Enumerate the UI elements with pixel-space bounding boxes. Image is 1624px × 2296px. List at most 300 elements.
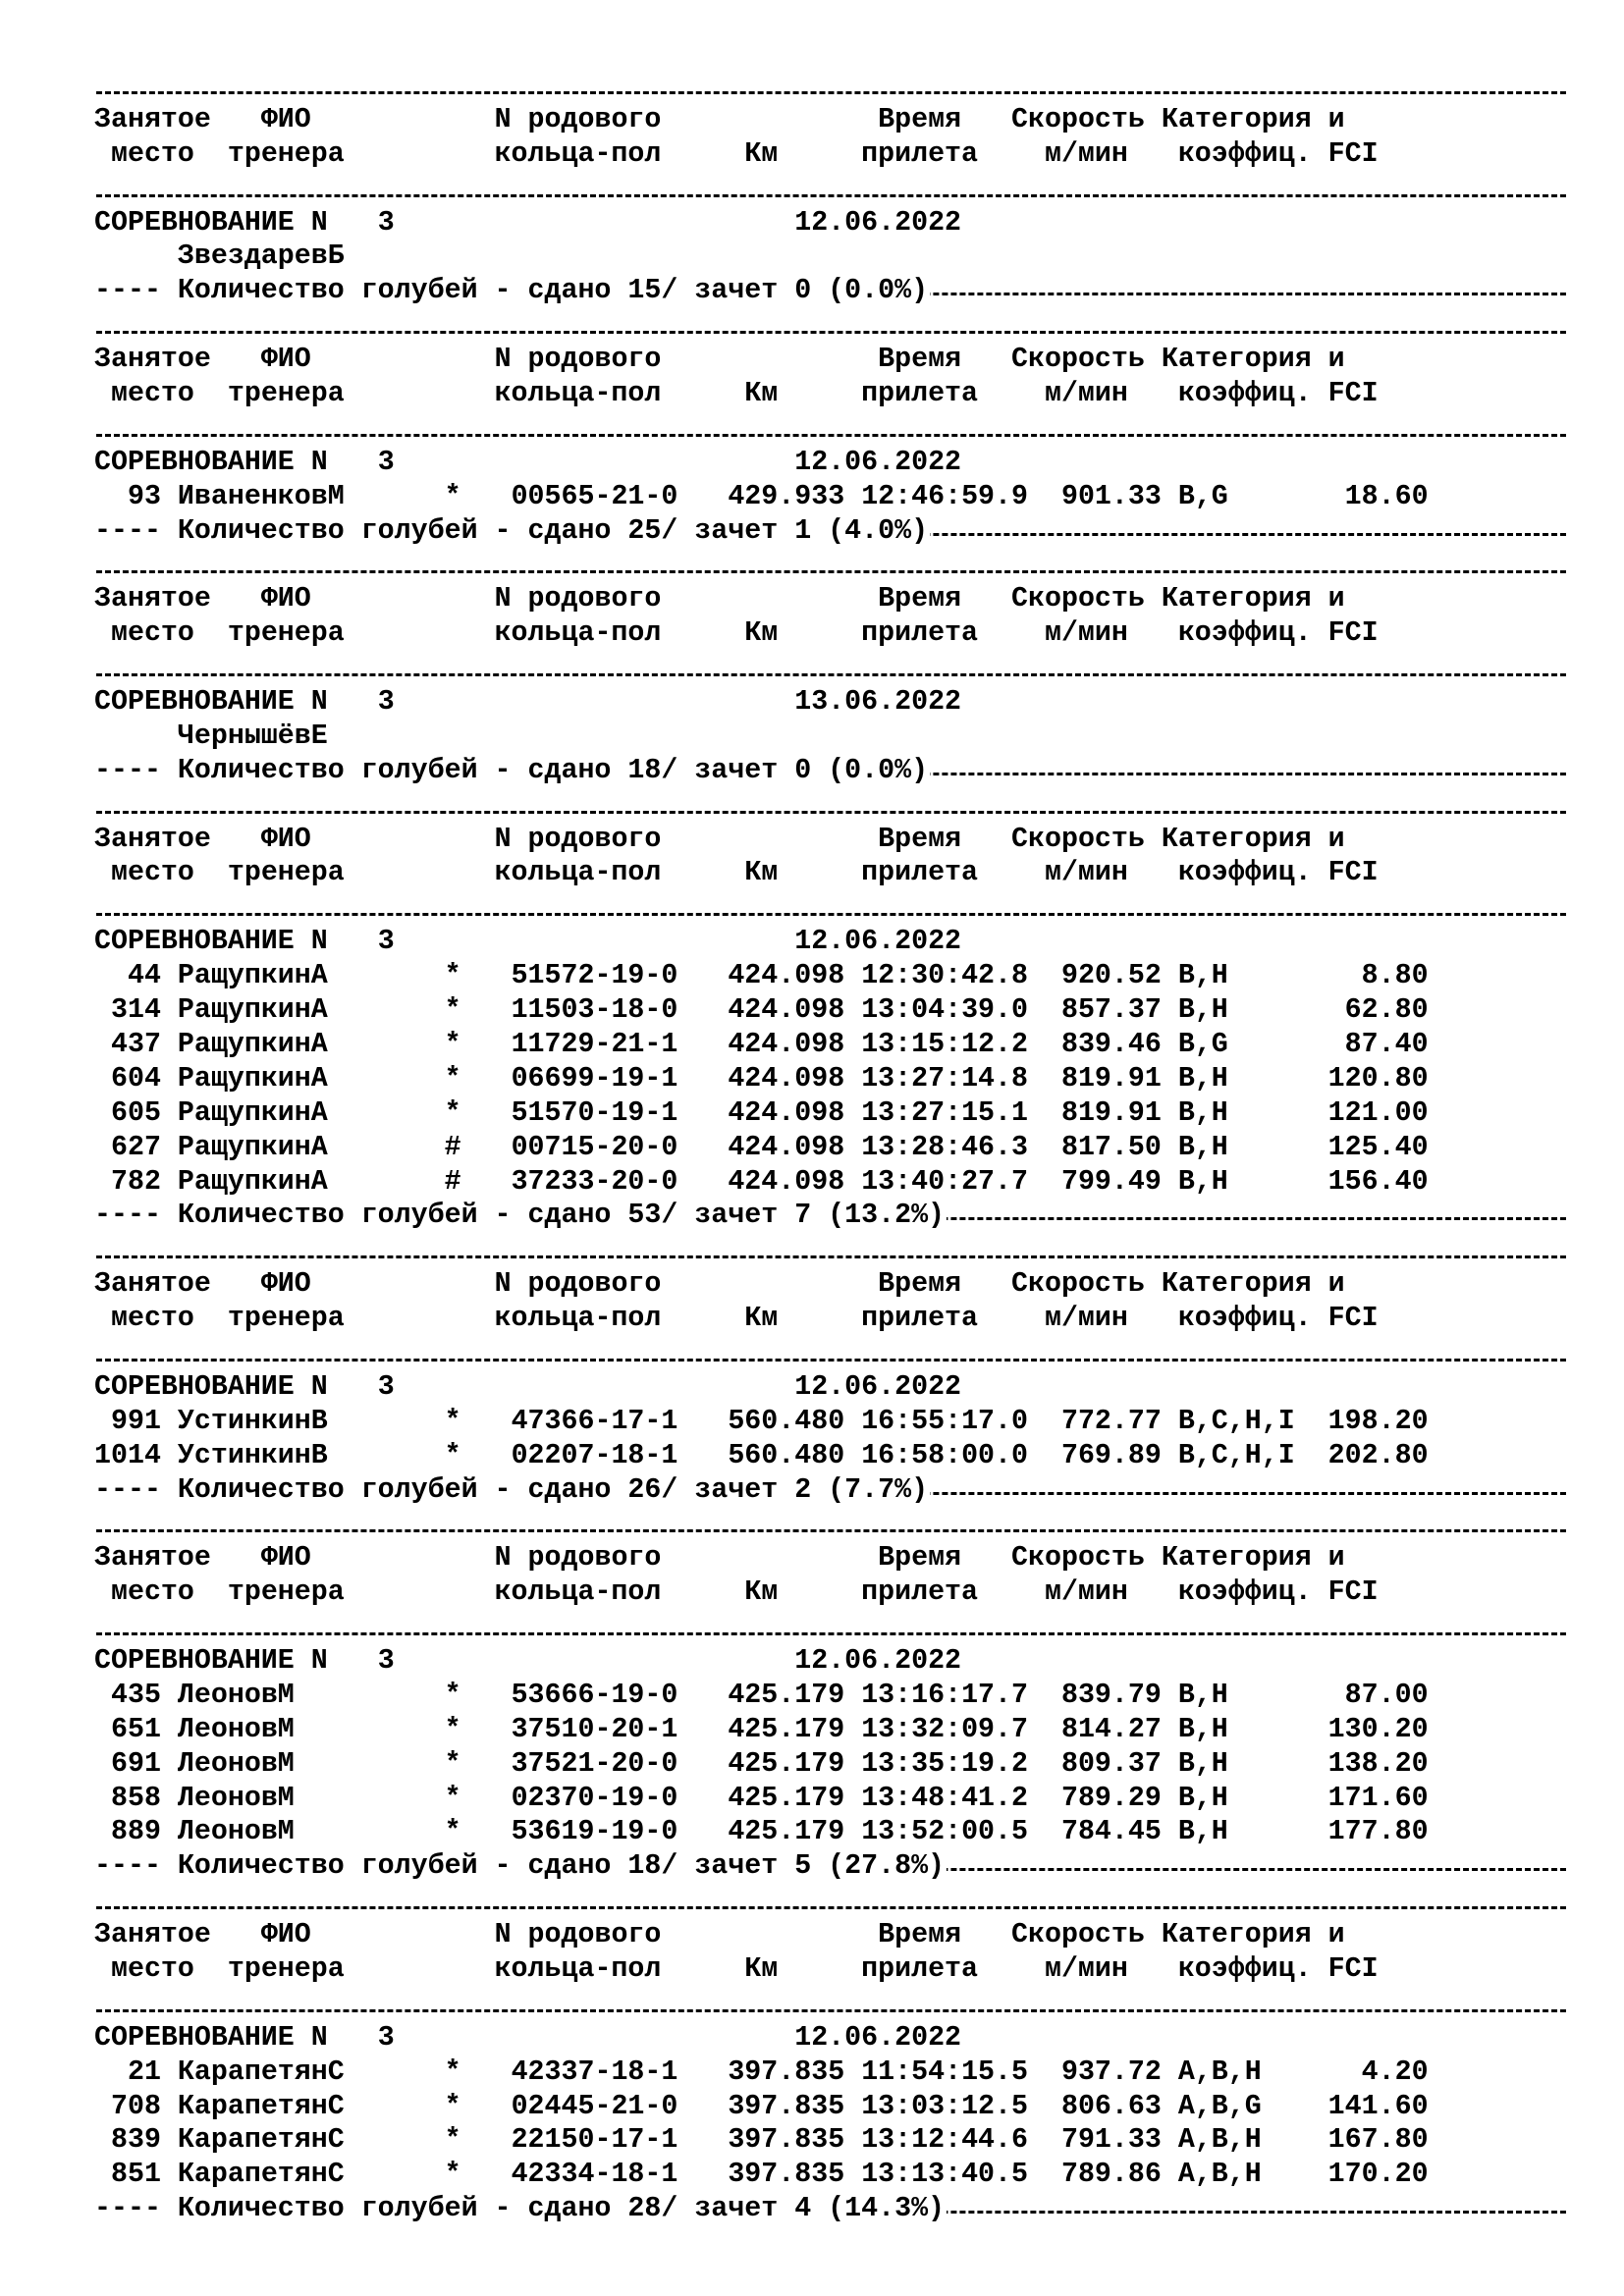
fci-value: 62.80 [1311, 994, 1429, 1027]
result-row [94, 2158, 1567, 2192]
col-header-category-2: коэффиц. FCI [1177, 1303, 1379, 1335]
category-value: B,H [1177, 1816, 1312, 1848]
speed-value: 789.86 [1060, 2159, 1162, 2191]
column-header-row-2 [94, 856, 1567, 890]
col-header-speed: Скорость [1011, 1268, 1145, 1301]
col-header-ring: N родового [494, 583, 662, 615]
time-value: 13:52:00.5 [861, 1816, 1028, 1848]
competition-date: 13.06.2022 [794, 686, 962, 719]
competition-line [94, 1644, 1567, 1679]
column-header-row-2 [94, 137, 1567, 172]
col-header-time: Время [878, 1268, 962, 1301]
result-row [94, 1028, 1567, 1062]
separator-line [94, 548, 1567, 582]
col-header-category: Категория и [1161, 1268, 1345, 1301]
column-header-row-2 [94, 1302, 1567, 1336]
col-header-category-2: коэффиц. FCI [1177, 857, 1379, 889]
category-value: B,C,H,I [1177, 1405, 1312, 1437]
time-value: 13:16:17.7 [861, 1679, 1028, 1711]
mark-value: * [444, 1679, 461, 1711]
col-header-category-2: коэффиц. FCI [1177, 137, 1379, 170]
km-value: 397.835 [728, 2159, 845, 2191]
summary-line [94, 274, 1567, 308]
fci-value: 167.80 [1311, 2124, 1429, 2157]
place-value: 435 [94, 1679, 161, 1711]
col-header-ring: N родового [494, 823, 662, 855]
speed-value: 772.77 [1060, 1405, 1162, 1437]
col-header-name-2: тренера [227, 1952, 345, 1985]
mark-value: * [444, 1816, 461, 1848]
fci-value: 18.60 [1311, 480, 1429, 512]
result-row [94, 480, 1567, 514]
competition-date: 12.06.2022 [794, 1644, 962, 1677]
fci-value: 202.80 [1311, 1439, 1429, 1471]
place-value: 437 [94, 1028, 161, 1060]
col-header-speed-2: м/мин [1044, 1952, 1128, 1985]
mark-value: * [444, 2090, 461, 2122]
ring-value: 02207-18-1 [511, 1439, 678, 1471]
col-header-km: Км [744, 857, 779, 889]
result-row [94, 1747, 1567, 1782]
trainer-name: ЧернышёвЕ [177, 720, 328, 752]
result-row [94, 2123, 1567, 2158]
ring-value: 06699-19-1 [511, 1062, 678, 1095]
time-value: 16:55:17.0 [861, 1405, 1028, 1437]
ring-value: 02445-21-0 [511, 2090, 678, 2122]
trainer-name: РащупкинА [177, 960, 411, 992]
col-header-place-2: место [110, 857, 194, 889]
time-value: 16:58:00.0 [861, 1439, 1028, 1471]
result-row [94, 959, 1567, 993]
col-header-ring: N родового [494, 103, 662, 135]
col-header-ring-2: кольца-пол [494, 1303, 662, 1335]
col-header-place: Занятое [94, 1919, 211, 1951]
km-value: 424.098 [728, 1062, 845, 1095]
trainer-name: КарапетянС [177, 2056, 411, 2088]
result-row [94, 1096, 1567, 1131]
fci-value: 177.80 [1311, 1816, 1429, 1848]
fci-value: 130.20 [1311, 1713, 1429, 1745]
col-header-place: Занятое [94, 823, 211, 855]
col-header-name-2: тренера [227, 137, 345, 170]
trainer-name: ЛеоновМ [177, 1782, 411, 1814]
col-header-time-2: прилета [861, 857, 979, 889]
km-value: 425.179 [728, 1747, 845, 1780]
fci-value: 120.80 [1311, 1062, 1429, 1095]
col-header-ring: N родового [494, 1919, 662, 1951]
ring-value: 53666-19-0 [511, 1679, 678, 1711]
mark-value: * [444, 1439, 461, 1471]
competition-date: 12.06.2022 [794, 926, 962, 958]
summary-text: ---- Количество голубей - сдано 15/ зачет 0 (0.0%) [94, 275, 929, 307]
km-value: 397.835 [728, 2090, 845, 2122]
mark-value: # [444, 1131, 461, 1163]
category-value: B,H [1177, 1062, 1312, 1095]
mark-value: * [444, 1713, 461, 1745]
ring-value: 42334-18-1 [511, 2159, 678, 2191]
time-value: 13:03:12.5 [861, 2090, 1028, 2122]
col-header-km: Км [744, 1952, 779, 1985]
result-row [94, 1165, 1567, 1200]
place-value: 708 [94, 2090, 161, 2122]
category-value: B,H [1177, 1096, 1312, 1129]
trainer-name: ЛеоновМ [177, 1713, 411, 1745]
category-value: B,H [1177, 1679, 1312, 1711]
ring-value: 37233-20-0 [511, 1165, 678, 1198]
time-value: 13:32:09.7 [861, 1713, 1028, 1745]
ring-value: 51570-19-1 [511, 1096, 678, 1129]
column-header-row-2 [94, 616, 1567, 651]
time-value: 11:54:15.5 [861, 2056, 1028, 2088]
speed-value: 901.33 [1060, 480, 1162, 512]
km-value: 425.179 [728, 1816, 845, 1848]
col-header-name: ФИО [260, 823, 311, 855]
column-header-row-1 [94, 343, 1567, 377]
race-results-sheet [94, 69, 1567, 2226]
place-value: 991 [94, 1405, 161, 1437]
col-header-speed: Скорость [1011, 344, 1145, 376]
fci-value: 138.20 [1311, 1747, 1429, 1780]
fci-value: 121.00 [1311, 1096, 1429, 1129]
speed-value: 819.91 [1060, 1096, 1162, 1129]
result-row [94, 2056, 1567, 2090]
col-header-ring-2: кольца-пол [494, 1952, 662, 1985]
km-value: 424.098 [728, 1131, 845, 1163]
place-value: 314 [94, 994, 161, 1027]
col-header-time-2: прилета [861, 1576, 979, 1609]
summary-line [94, 1473, 1567, 1508]
speed-value: 937.72 [1060, 2056, 1162, 2088]
col-header-name-2: тренера [227, 857, 345, 889]
speed-value: 857.37 [1060, 994, 1162, 1027]
category-value: B,H [1177, 1713, 1312, 1745]
category-value: B,H [1177, 994, 1312, 1027]
competition-line [94, 206, 1567, 240]
trainer-name: ИваненковМ [177, 480, 411, 512]
mark-value: * [444, 1747, 461, 1780]
place-value: 651 [94, 1713, 161, 1745]
trainer-name: КарапетянС [177, 2124, 411, 2157]
speed-value: 814.27 [1060, 1713, 1162, 1745]
ring-value: 02370-19-0 [511, 1782, 678, 1814]
mark-value: * [444, 1096, 461, 1129]
result-row [94, 1679, 1567, 1713]
column-header-row-2 [94, 1575, 1567, 1610]
place-value: 1014 [94, 1439, 161, 1471]
competition-label: СОРЕВНОВАНИЕ N [94, 926, 328, 958]
col-header-ring: N родового [494, 1268, 662, 1301]
col-header-time: Время [878, 1919, 962, 1951]
category-value: A,B,H [1177, 2056, 1312, 2088]
col-header-speed-2: м/мин [1044, 857, 1128, 889]
col-header-category: Категория и [1161, 344, 1345, 376]
col-header-place: Занятое [94, 583, 211, 615]
mark-value: * [444, 1062, 461, 1095]
competition-line [94, 2021, 1567, 2056]
col-header-speed-2: м/мин [1044, 378, 1128, 410]
competition-number: 3 [377, 926, 395, 958]
km-value: 425.179 [728, 1679, 845, 1711]
trainer-line [94, 720, 1567, 754]
separator-line [94, 1233, 1567, 1267]
result-row [94, 1131, 1567, 1165]
mark-value: * [444, 1028, 461, 1060]
summary-text: ---- Количество голубей - сдано 26/ зачет 2 (7.7%) [94, 1473, 929, 1506]
column-header-row-1 [94, 1267, 1567, 1302]
col-header-name: ФИО [260, 103, 311, 135]
speed-value: 809.37 [1060, 1747, 1162, 1780]
col-header-category: Категория и [1161, 583, 1345, 615]
col-header-time: Время [878, 823, 962, 855]
col-header-ring-2: кольца-пол [494, 617, 662, 650]
competition-number: 3 [377, 1370, 395, 1403]
col-header-place: Занятое [94, 344, 211, 376]
summary-text: ---- Количество голубей - сдано 28/ зачет 4 (14.3%) [94, 2193, 946, 2225]
col-header-km: Км [744, 378, 779, 410]
mark-value: * [444, 960, 461, 992]
trainer-name: УстинкинВ [177, 1439, 411, 1471]
competition-date: 12.06.2022 [794, 206, 962, 239]
ring-value: 51572-19-0 [511, 960, 678, 992]
category-value: B,H [1177, 960, 1312, 992]
summary-text: ---- Количество голубей - сдано 25/ зачет 1 (4.0%) [94, 514, 929, 547]
fci-value: 156.40 [1311, 1165, 1429, 1198]
competition-label: СОРЕВНОВАНИЕ N [94, 206, 328, 239]
competition-number: 3 [377, 1644, 395, 1677]
summary-line [94, 2192, 1567, 2226]
mark-value: # [444, 1165, 461, 1198]
mark-value: * [444, 2124, 461, 2157]
category-value: A,B,H [1177, 2159, 1312, 2191]
fci-value: 170.20 [1311, 2159, 1429, 2191]
result-row [94, 2090, 1567, 2124]
time-value: 13:35:19.2 [861, 1747, 1028, 1780]
time-value: 13:40:27.7 [861, 1165, 1028, 1198]
trainer-name: РащупкинА [177, 994, 411, 1027]
competition-line [94, 925, 1567, 959]
ring-value: 00715-20-0 [511, 1131, 678, 1163]
speed-value: 789.29 [1060, 1782, 1162, 1814]
competition-label: СОРЕВНОВАНИЕ N [94, 446, 328, 478]
column-header-row-1 [94, 1918, 1567, 1952]
km-value: 424.098 [728, 960, 845, 992]
fci-value: 198.20 [1311, 1405, 1429, 1437]
separator-line [94, 411, 1567, 446]
fci-value: 171.60 [1311, 1782, 1429, 1814]
col-header-name: ФИО [260, 344, 311, 376]
competition-label: СОРЕВНОВАНИЕ N [94, 686, 328, 719]
col-header-time-2: прилета [861, 137, 979, 170]
separator-line [94, 890, 1567, 925]
col-header-place-2: место [110, 137, 194, 170]
time-value: 13:27:14.8 [861, 1062, 1028, 1095]
km-value: 424.098 [728, 1165, 845, 1198]
col-header-category-2: коэффиц. FCI [1177, 1952, 1379, 1985]
place-value: 858 [94, 1782, 161, 1814]
col-header-km: Км [744, 137, 779, 170]
time-value: 13:04:39.0 [861, 994, 1028, 1027]
result-row [94, 1062, 1567, 1096]
competition-label: СОРЕВНОВАНИЕ N [94, 1644, 328, 1677]
col-header-speed: Скорость [1011, 1542, 1145, 1575]
ring-value: 11729-21-1 [511, 1028, 678, 1060]
fci-value: 125.40 [1311, 1131, 1429, 1163]
col-header-category-2: коэффиц. FCI [1177, 1576, 1379, 1609]
col-header-km: Км [744, 1576, 779, 1609]
col-header-speed-2: м/мин [1044, 1303, 1128, 1335]
column-header-row-1 [94, 103, 1567, 137]
col-header-ring: N родового [494, 1542, 662, 1575]
col-header-speed: Скорость [1011, 823, 1145, 855]
col-header-time-2: прилета [861, 378, 979, 410]
col-header-name-2: тренера [227, 1303, 345, 1335]
fci-value: 141.60 [1311, 2090, 1429, 2122]
col-header-ring-2: кольца-пол [494, 378, 662, 410]
col-header-time: Время [878, 1542, 962, 1575]
competition-number: 3 [377, 686, 395, 719]
category-value: B,G [1177, 480, 1312, 512]
category-value: A,B,G [1177, 2090, 1312, 2122]
separator-line [94, 1610, 1567, 1644]
col-header-km: Км [744, 1303, 779, 1335]
col-header-place: Занятое [94, 103, 211, 135]
speed-value: 817.50 [1060, 1131, 1162, 1163]
col-header-name-2: тренера [227, 617, 345, 650]
category-value: B,H [1177, 1165, 1312, 1198]
col-header-category-2: коэффиц. FCI [1177, 617, 1379, 650]
speed-value: 920.52 [1060, 960, 1162, 992]
time-value: 13:12:44.6 [861, 2124, 1028, 2157]
place-value: 604 [94, 1062, 161, 1095]
summary-line [94, 514, 1567, 549]
col-header-ring-2: кольца-пол [494, 137, 662, 170]
col-header-place-2: место [110, 617, 194, 650]
col-header-name: ФИО [260, 583, 311, 615]
summary-text: ---- Количество голубей - сдано 53/ зачет 7 (13.2%) [94, 1200, 946, 1232]
col-header-speed: Скорость [1011, 583, 1145, 615]
col-header-time-2: прилета [861, 617, 979, 650]
km-value: 424.098 [728, 1096, 845, 1129]
mark-value: * [444, 1782, 461, 1814]
col-header-speed: Скорость [1011, 103, 1145, 135]
mark-value: * [444, 994, 461, 1027]
trainer-name: ЗвездаревБ [177, 240, 345, 273]
col-header-name: ФИО [260, 1542, 311, 1575]
col-header-time-2: прилета [861, 1303, 979, 1335]
ring-value: 37521-20-0 [511, 1747, 678, 1780]
result-row [94, 1815, 1567, 1849]
result-row [94, 1782, 1567, 1816]
trainer-name: ЛеоновМ [177, 1679, 411, 1711]
separator-line [94, 1507, 1567, 1541]
km-value: 429.933 [728, 480, 845, 512]
summary-text: ---- Количество голубей - сдано 18/ зачет 5 (27.8%) [94, 1850, 946, 1883]
speed-value: 799.49 [1060, 1165, 1162, 1198]
place-value: 839 [94, 2124, 161, 2157]
fci-value: 8.80 [1311, 960, 1429, 992]
col-header-time: Время [878, 344, 962, 376]
column-header-row-1 [94, 1541, 1567, 1575]
trainer-name: УстинкинВ [177, 1405, 411, 1437]
col-header-ring-2: кольца-пол [494, 857, 662, 889]
col-header-ring: N родового [494, 344, 662, 376]
trainer-name: КарапетянС [177, 2159, 411, 2191]
summary-text: ---- Количество голубей - сдано 18/ зачет 0 (0.0%) [94, 754, 929, 786]
col-header-km: Км [744, 617, 779, 650]
km-value: 397.835 [728, 2056, 845, 2088]
separator-line [94, 788, 1567, 823]
competition-number: 3 [377, 2021, 395, 2054]
trainer-name: РащупкинА [177, 1131, 411, 1163]
place-value: 605 [94, 1096, 161, 1129]
mark-value: * [444, 2056, 461, 2088]
separator-line [94, 1336, 1567, 1370]
summary-line [94, 754, 1567, 788]
trainer-name: ЛеоновМ [177, 1816, 411, 1848]
competition-date: 12.06.2022 [794, 446, 962, 478]
col-header-place-2: место [110, 1303, 194, 1335]
fci-value: 4.20 [1311, 2056, 1429, 2088]
result-row [94, 1405, 1567, 1439]
competition-date: 12.06.2022 [794, 1370, 962, 1403]
separator-line [94, 1884, 1567, 1918]
competition-line [94, 446, 1567, 480]
col-header-time: Время [878, 103, 962, 135]
col-header-time-2: прилета [861, 1952, 979, 1985]
ring-value: 37510-20-1 [511, 1713, 678, 1745]
km-value: 424.098 [728, 1028, 845, 1060]
ring-value: 11503-18-0 [511, 994, 678, 1027]
place-value: 889 [94, 1816, 161, 1848]
col-header-place-2: место [110, 378, 194, 410]
summary-line [94, 1849, 1567, 1884]
separator-line [94, 1987, 1567, 2021]
competition-label: СОРЕВНОВАНИЕ N [94, 1370, 328, 1403]
fci-value: 87.00 [1311, 1679, 1429, 1711]
time-value: 13:28:46.3 [861, 1131, 1028, 1163]
speed-value: 839.79 [1060, 1679, 1162, 1711]
col-header-name-2: тренера [227, 1576, 345, 1609]
col-header-category: Категория и [1161, 1919, 1345, 1951]
col-header-name: ФИО [260, 1268, 311, 1301]
col-header-time: Время [878, 583, 962, 615]
result-row [94, 993, 1567, 1028]
time-value: 12:46:59.9 [861, 480, 1028, 512]
col-header-category: Категория и [1161, 103, 1345, 135]
ring-value: 53619-19-0 [511, 1816, 678, 1848]
col-header-speed-2: м/мин [1044, 1576, 1128, 1609]
competition-line [94, 685, 1567, 720]
col-header-speed: Скорость [1011, 1919, 1145, 1951]
ring-value: 42337-18-1 [511, 2056, 678, 2088]
speed-value: 784.45 [1060, 1816, 1162, 1848]
trainer-line [94, 240, 1567, 274]
mark-value: * [444, 480, 461, 512]
place-value: 691 [94, 1747, 161, 1780]
competition-number: 3 [377, 206, 395, 239]
km-value: 425.179 [728, 1782, 845, 1814]
column-header-row-2 [94, 377, 1567, 411]
col-header-speed-2: м/мин [1044, 617, 1128, 650]
competition-label: СОРЕВНОВАНИЕ N [94, 2021, 328, 2054]
col-header-name: ФИО [260, 1919, 311, 1951]
speed-value: 791.33 [1060, 2124, 1162, 2157]
trainer-name: РащупкинА [177, 1028, 411, 1060]
place-value: 627 [94, 1131, 161, 1163]
col-header-category: Категория и [1161, 823, 1345, 855]
trainer-name: КарапетянС [177, 2090, 411, 2122]
column-header-row-2 [94, 1952, 1567, 1987]
